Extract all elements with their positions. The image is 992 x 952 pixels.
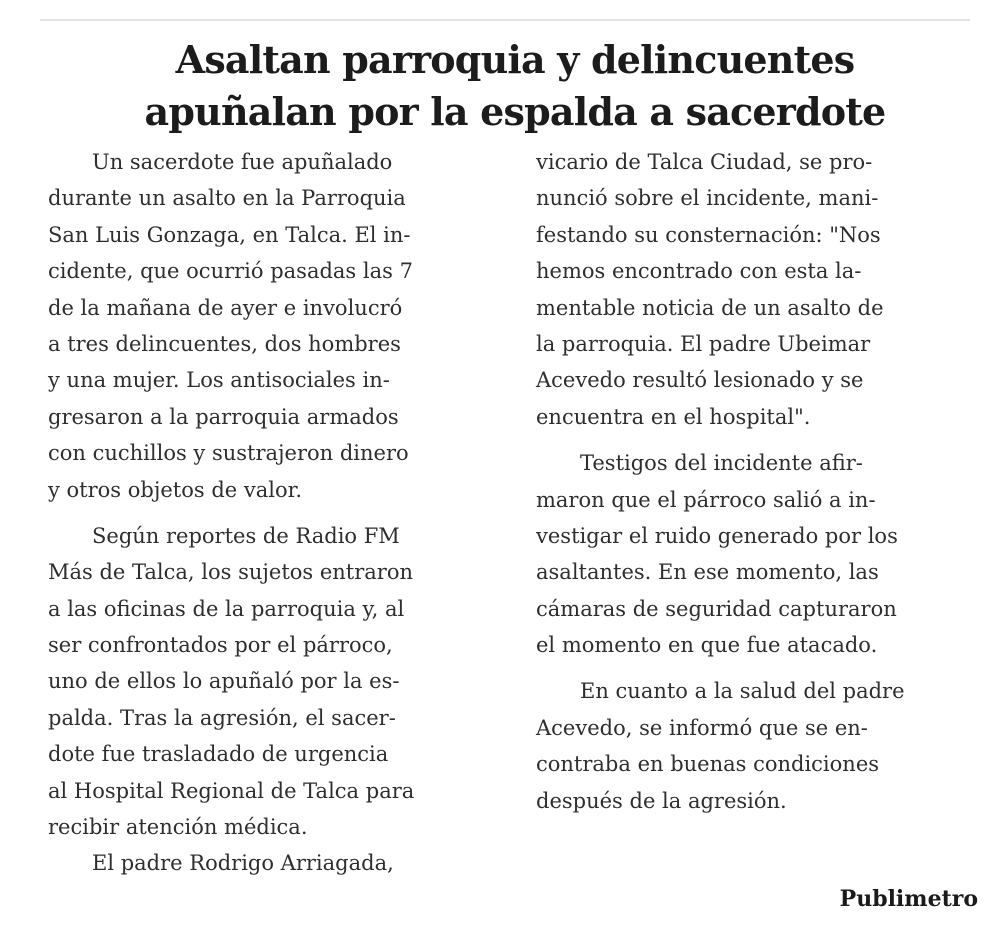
- body-line: el momento en que fue atacado.: [536, 633, 878, 658]
- body-line: Más de Talca, los sujetos entraron: [48, 560, 414, 585]
- article-column-right: [536, 144, 970, 819]
- body-line: después de la agresión.: [536, 788, 787, 813]
- body-line: hemos encontrado con esta la-: [536, 259, 862, 284]
- body-line: y una mujer. Los antisociales in-: [48, 368, 390, 393]
- body-line: cámaras de seguridad capturaron: [536, 596, 897, 621]
- body-line: cidente, que ocurrió pasadas las 7: [48, 259, 413, 284]
- body-line: vestigar el ruido generado por los: [536, 523, 898, 548]
- body-line: Un sacerdote fue apuñalado: [92, 150, 393, 174]
- body-line: festando su consternación: "Nos: [536, 222, 881, 247]
- body-line: maron que el párroco salió a in-: [536, 487, 876, 512]
- body-line: Según reportes de Radio FM: [92, 523, 400, 548]
- body-line: encuentra en el hospital".: [536, 404, 811, 429]
- body-line: ser confrontados por el párroco,: [48, 633, 393, 658]
- body-line: Testigos del incidente afir-: [580, 451, 863, 476]
- top-divider: [40, 19, 970, 21]
- body-line: la parroquia. El padre Ubeimar: [536, 331, 871, 356]
- body-line: vicario de Talca Ciudad, se pro-: [536, 150, 873, 174]
- body-line: recibir atención médica.: [48, 815, 308, 840]
- body-line: al Hospital Regional de Talca para: [48, 778, 415, 803]
- body-line: nunció sobre el incidente, mani-: [536, 186, 879, 211]
- body-line: El padre Rodrigo Arriagada,: [92, 851, 394, 876]
- body-line: a las oficinas de la parroquia y, al: [48, 596, 405, 621]
- body-line: Acevedo resultó lesionado y se: [536, 368, 864, 393]
- article-headline: [20, 34, 992, 138]
- body-line: uno de ellos lo apuñaló por la es-: [48, 669, 400, 694]
- body-line: palda. Tras la agresión, el sacer-: [48, 705, 396, 730]
- body-line: de la mañana de ayer e involucró: [48, 295, 403, 320]
- body-line: San Luis Gonzaga, en Talca. El in-: [48, 222, 411, 247]
- body-line: a tres delincuentes, dos hombres: [48, 331, 401, 356]
- article-column-left: [48, 144, 496, 882]
- headline-line-1: Asaltan parroquia y delincuentes: [175, 37, 855, 82]
- headline-line-2: apuñalan por la espalda a sacerdote: [144, 89, 886, 134]
- body-line: contraba en buenas condiciones: [536, 752, 880, 777]
- body-line: durante un asalto en la Parroquia: [48, 186, 406, 211]
- source-signature: Publimetro: [839, 886, 978, 912]
- body-line: dote fue trasladado de urgencia: [48, 742, 389, 767]
- body-line: Acevedo, se informó que se en-: [536, 715, 868, 740]
- body-line: con cuchillos y sustrajeron dinero: [48, 441, 409, 466]
- body-line: asaltantes. En ese momento, las: [536, 560, 879, 585]
- body-line: gresaron a la parroquia armados: [48, 404, 399, 429]
- body-line: mentable noticia de un asalto de: [536, 295, 884, 320]
- body-line: En cuanto a la salud del padre: [580, 679, 905, 704]
- body-line: y otros objetos de valor.: [48, 477, 303, 502]
